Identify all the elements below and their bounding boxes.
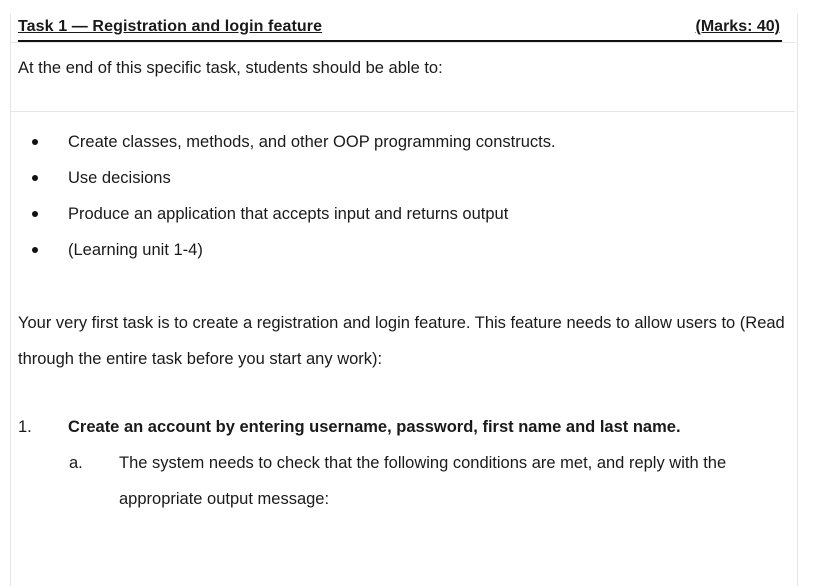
outcome-text: (Learning unit 1-4) <box>68 240 203 259</box>
bullet-icon <box>32 247 38 253</box>
step-row <box>18 409 788 445</box>
marks-label: (Marks: 40) <box>695 18 780 35</box>
outcome-text: Produce an application that accepts input and returns output <box>68 204 509 223</box>
intro-text: At the end of this specific task, students should be able to: <box>18 59 443 77</box>
outcome-text: Use decisions <box>68 168 171 187</box>
list-item <box>18 232 556 268</box>
task-title: Task 1 — Registration and login feature <box>18 18 323 35</box>
numbered-steps <box>18 409 788 517</box>
substep-text: The system needs to check that the following conditions are met, and reply with the appropriate output message: <box>119 454 727 508</box>
bullet-icon <box>32 211 38 217</box>
list-item <box>18 124 556 160</box>
outcome-text: Create classes, methods, and other OOP programming constructs. <box>68 132 556 151</box>
task-description: Your very first task is to create a registration and login feature. This feature needs to allow users to (Read through the entire task before you start any work): <box>18 314 785 368</box>
step-number: 1. <box>18 417 32 436</box>
substep-row <box>69 445 788 517</box>
list-item <box>18 160 556 196</box>
bullet-icon <box>32 175 38 181</box>
substep-label: a. <box>69 454 83 472</box>
step-text: Create an account by entering username, password, first name and last name. <box>68 417 681 436</box>
outcomes-list <box>18 124 556 268</box>
bullet-icon <box>32 139 38 145</box>
task-header <box>18 18 782 42</box>
list-item <box>18 196 556 232</box>
